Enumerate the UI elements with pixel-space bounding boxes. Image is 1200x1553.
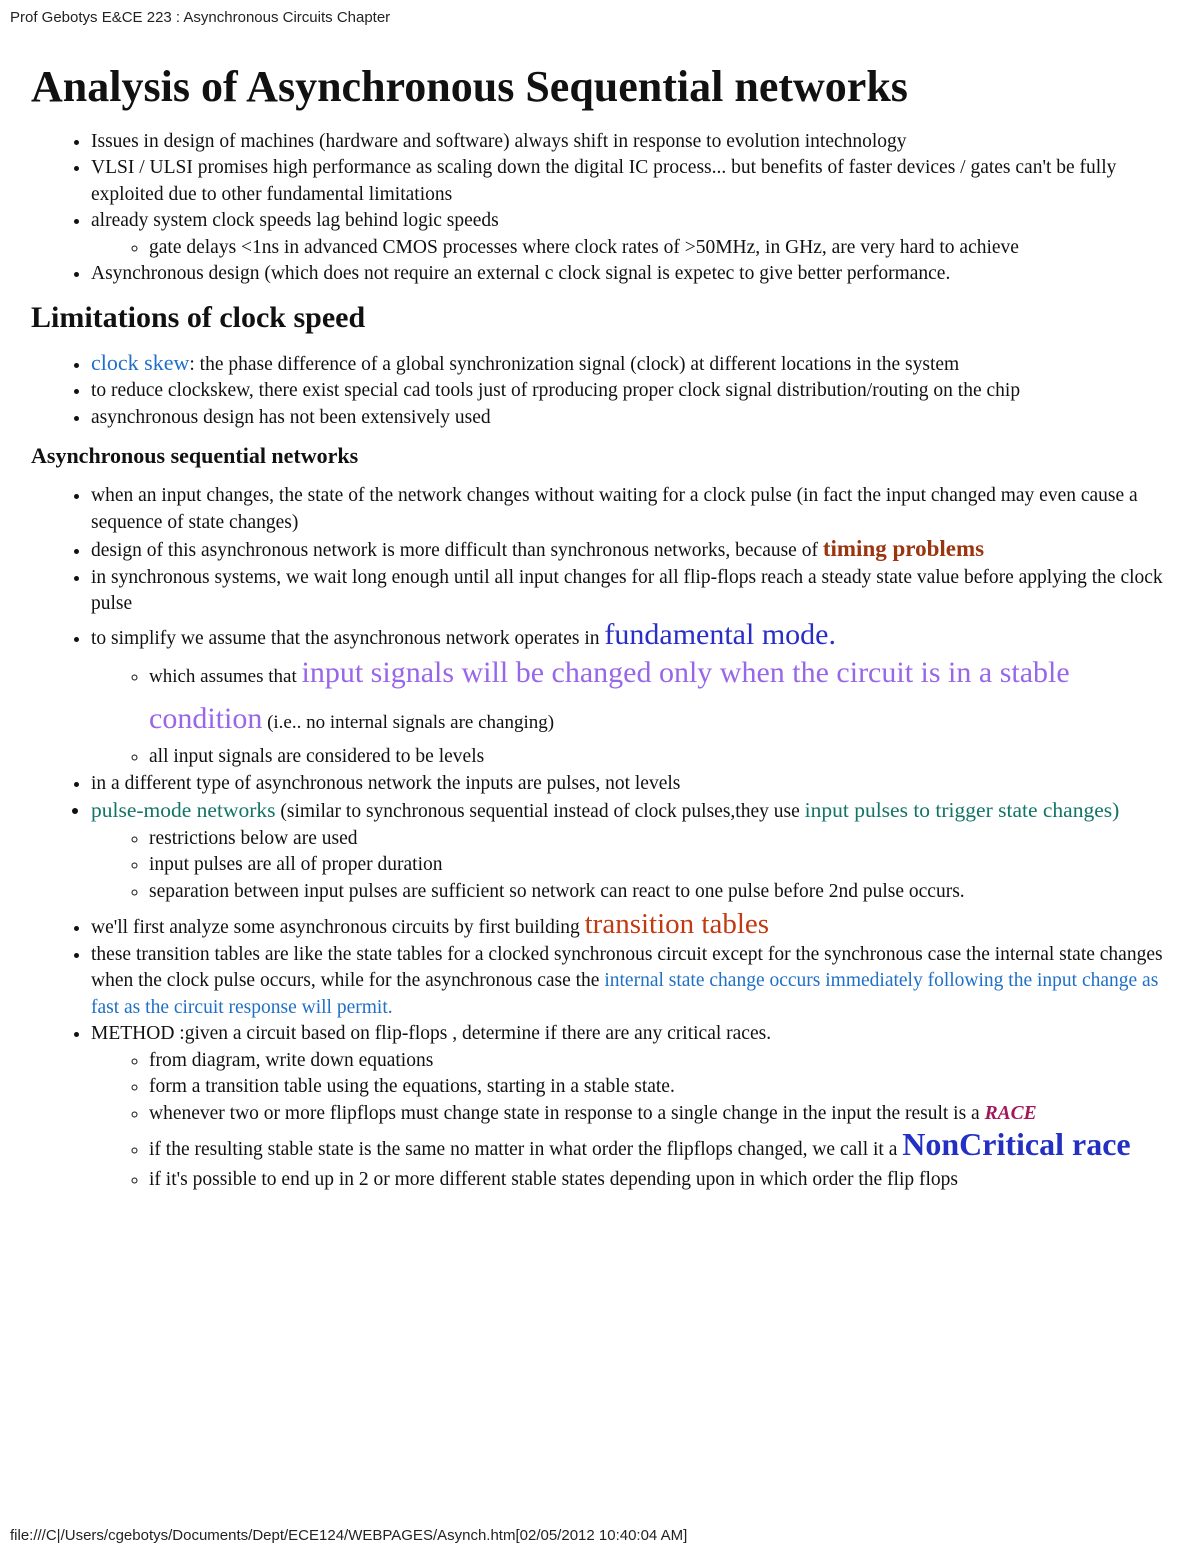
list-item-text: if the resulting stable state is the same no matter in what order the flipflops changed, we call it a	[149, 1139, 903, 1161]
list-item: • Asynchronous design (which does not require an external c clock signal is expetec to give better performance.	[91, 261, 1181, 288]
list-item: • in synchronous systems, we wait long enough until all input changes for all flip-flops reach a steady state value before applying the clock pulse	[91, 565, 1181, 618]
sub-list	[91, 652, 1181, 771]
list-item: ◦ all input signals are considered to be levels	[149, 744, 1181, 771]
list-item-text: design of this asynchronous network is more difficult than synchronous networks, because of	[91, 540, 823, 562]
list-item: ◦ restrictions below are used	[149, 826, 1181, 853]
list-item	[91, 942, 1181, 1022]
list-item: ◦ form a transition table using the equations, starting in a stable state.	[149, 1074, 1181, 1101]
list-item	[149, 1101, 1181, 1128]
list-item: ◦ from diagram, write down equations	[149, 1048, 1181, 1075]
sub-list	[91, 1048, 1181, 1194]
stable-condition-term: input signals will be changed only when the circuit is in a stable condition	[149, 656, 1070, 736]
list-item: • when an input changes, the state of the network changes without waiting for a clock pulse (in fact the input changed may even cause a sequence of state changes)	[91, 483, 1181, 536]
clock-speed-list	[31, 350, 1181, 432]
list-item-text: we'll first analyze some asynchronous circuits by first building	[91, 917, 585, 939]
list-item: • VLSI / ULSI promises high performance as scaling down the digital IC process... but benefits of faster devices / gates can't be fully exploited due to other fundamental limitations	[91, 155, 1181, 208]
input-pulses-term: input pulses to trigger state changes)	[804, 798, 1120, 823]
list-item: ◦ if it's possible to end up in 2 or more different stable states depending upon in which order the flip flops	[149, 1167, 1181, 1194]
sub-list	[91, 826, 1181, 906]
list-item	[149, 652, 1181, 744]
list-item	[91, 350, 1181, 379]
list-item-text: which assumes that	[149, 666, 302, 688]
list-item-text: already system clock speeds lag behind logic speeds	[91, 210, 499, 232]
intro-list	[31, 129, 1181, 288]
page-title: Analysis of Asynchronous Sequential networks	[31, 62, 908, 111]
list-item	[91, 536, 1181, 565]
list-item: ◦ input pulses are all of proper duration	[149, 852, 1181, 879]
list-item-text: whenever two or more flipflops must change state in response to a single change in the input the result is a	[149, 1102, 985, 1124]
pulse-mode-term: pulse-mode networks	[91, 798, 276, 823]
page-footer: file:///C|/Users/cgebotys/Documents/Dept/ECE124/WEBPAGES/Asynch.htm[02/05/2012 10:40:04 AM]	[10, 1527, 688, 1544]
transition-tables-term: transition tables	[584, 908, 770, 941]
clock-skew-definition: : the phase difference of a global synchronization signal (clock) at different locations in the system	[189, 353, 960, 375]
list-item: ◦ separation between input pulses are sufficient so network can react to one pulse before 2nd pulse occurs.	[149, 879, 1181, 906]
section-heading-clock-speed: Limitations of clock speed	[31, 300, 366, 334]
list-item: • in a different type of asynchronous network the inputs are pulses, not levels	[91, 771, 1181, 798]
list-item-text: METHOD :given a circuit based on flip-flops , determine if there are any critical races.	[91, 1023, 772, 1045]
list-item-text: these transition tables are like the state tables for a clocked synchronous circuit except for the synchronous case the internal state changes when the clock pulse occurs, while for the asynchronous case the	[91, 943, 1163, 992]
page-header: Prof Gebotys E&CE 223 : Asynchronous Circuits Chapter	[10, 9, 391, 26]
list-item-text: (i.e.. no internal signals are changing)	[262, 712, 555, 734]
list-item: ◦ gate delays <1ns in advanced CMOS processes where clock rates of >50MHz, in GHz, are very hard to achieve	[149, 235, 1181, 262]
list-item	[91, 208, 1181, 261]
internal-state-change-term: internal state change occurs immediately following the input change as fast as the circuit response will permit.	[91, 970, 1159, 1018]
list-item	[91, 1021, 1181, 1194]
list-item: • to reduce clockskew, there exist special cad tools just of rproducing proper clock signal distribution/routing on the chip	[91, 378, 1181, 405]
race-term: RACE	[984, 1102, 1037, 1124]
clock-skew-term: clock skew	[91, 349, 190, 375]
noncritical-race-term: NonCritical race	[902, 1126, 1131, 1163]
async-networks-list	[31, 483, 1181, 1194]
list-item	[149, 1127, 1181, 1167]
list-item-text: to simplify we assume that the asynchronous network operates in	[91, 627, 605, 649]
timing-problems-term: timing problems	[822, 536, 985, 562]
list-item	[91, 617, 1181, 771]
sub-list	[91, 235, 1181, 262]
list-item	[91, 797, 1181, 905]
list-item: • Issues in design of machines (hardware and software) always shift in response to evolution intechnology	[91, 129, 1181, 156]
list-item: • asynchronous design has not been extensively used	[91, 405, 1181, 432]
document-body	[31, 62, 1181, 1206]
fundamental-mode-term: fundamental mode.	[604, 617, 836, 651]
list-item	[91, 908, 1181, 942]
section-heading-async-networks: Asynchronous sequential networks	[31, 443, 359, 469]
list-item-text: (similar to synchronous sequential instead of clock pulses,they use	[275, 801, 805, 823]
